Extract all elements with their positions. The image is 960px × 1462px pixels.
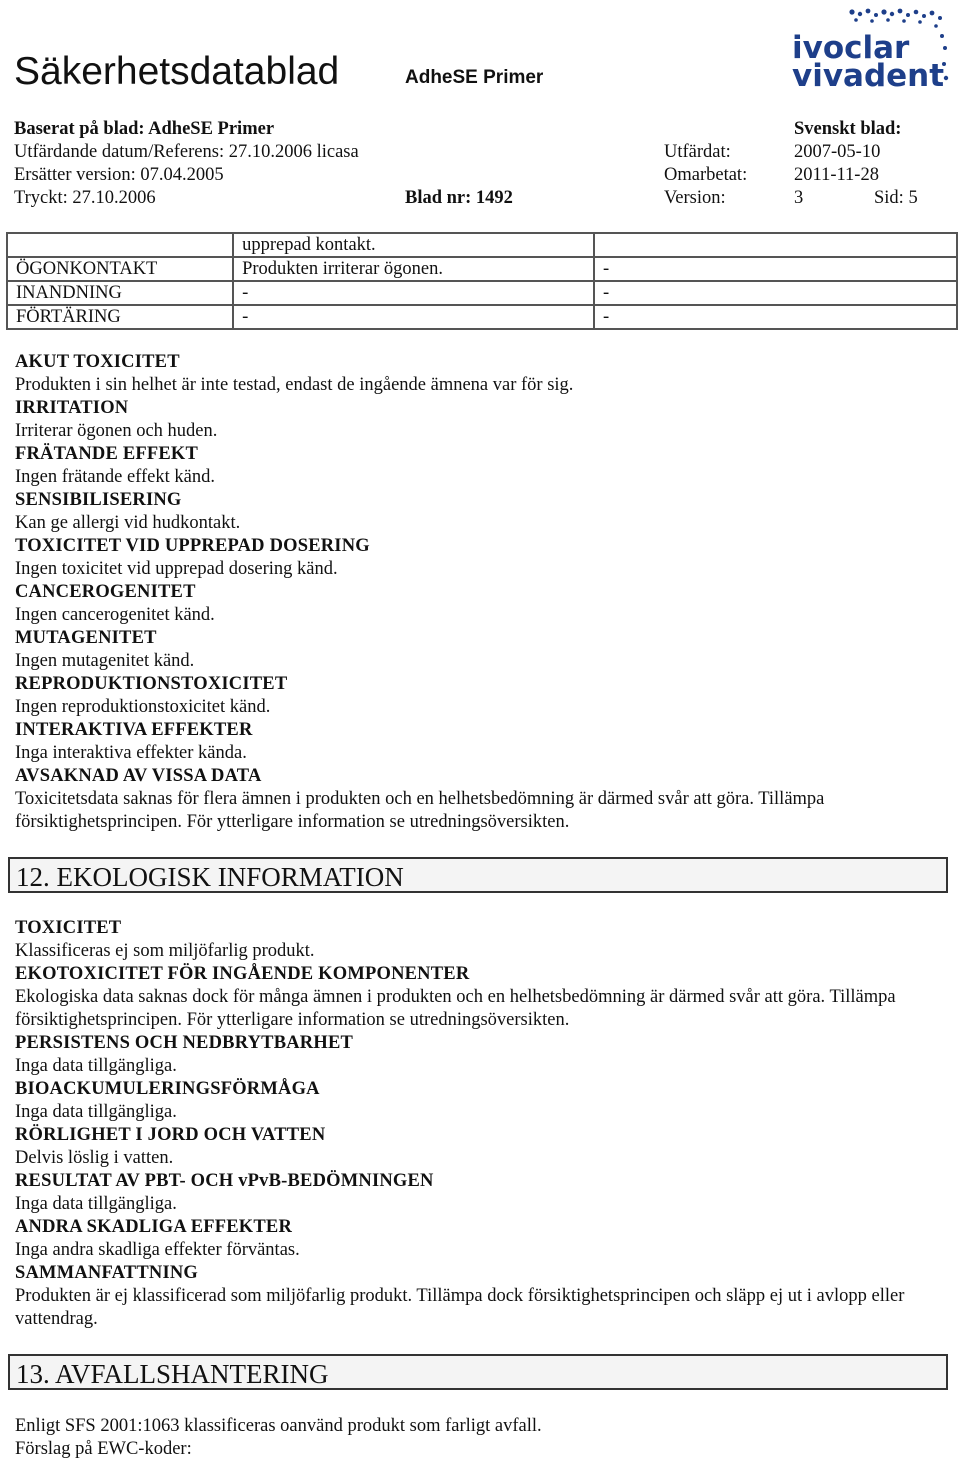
heading-sensitisation: SENSIBILISERING — [15, 490, 182, 510]
effect-cell: upprepad kontakt. — [233, 233, 594, 257]
heading-bioaccumulation: BIOACKUMULERINGSFÖRMÅGA — [15, 1079, 320, 1099]
printed-date: Tryckt: 27.10.2006 — [14, 188, 156, 208]
revised-value: 2011-11-28 — [794, 165, 879, 185]
version-value: 3 — [794, 188, 804, 208]
text-ecotoxicity: Ekologiska data saknas dock för många ämnen i produkten och en helhetsbedömning är därmed svår att göra. Tillämpa försiktighetsprincipen. För ytterligare information se utredningsöversikten. — [15, 987, 896, 1030]
text-carcinogenicity: Ingen cancerogenitet känd. — [15, 605, 215, 625]
product-name: AdheSE Primer — [405, 67, 544, 88]
extra-cell: - — [594, 257, 957, 281]
text-reproductive: Ingen reproduktionstoxicitet känd. — [15, 697, 271, 717]
text-toxicity: Klassificeras ej som miljöfarlig produkt. — [15, 941, 315, 961]
heading-mobility: RÖRLIGHET I JORD OCH VATTEN — [15, 1125, 326, 1145]
text-other-effects: Inga andra skadliga effekter förväntas. — [15, 1240, 300, 1260]
text-pbt: Inga data tillgängliga. — [15, 1194, 177, 1214]
text-persistence: Inga data tillgängliga. — [15, 1056, 177, 1076]
ivoclar-vivadent-logo — [792, 6, 952, 94]
route-cell: INANDNING — [7, 281, 233, 305]
text-missing-data: Toxicitetsdata saknas för flera ämnen i produkten och en helhetsbedömning är därmed svår att göra. Tillämpa försiktighetsprincipen. För ytterligare information se utredningsöversikten. — [15, 789, 825, 832]
heading-summary: SAMMANFATTNING — [15, 1263, 198, 1283]
table-row — [7, 257, 957, 281]
issue-reference: Utfärdande datum/Referens: 27.10.2006 licasa — [14, 142, 359, 162]
section-13-title: 13. AVFALLSHANTERING — [8, 1354, 948, 1390]
heading-persistence: PERSISTENS OCH NEDBRYTBARHET — [15, 1033, 354, 1053]
heading-reproductive: REPRODUKTIONSTOXICITET — [15, 674, 288, 694]
table-row — [7, 305, 957, 329]
extra-cell — [594, 233, 957, 257]
heading-ecotoxicity: EKOTOXICITET FÖR INGÅENDE KOMPONENTER — [15, 964, 470, 984]
text-sensitisation: Kan ge allergi vid hudkontakt. — [15, 513, 241, 533]
swedish-sheet-label: Svenskt blad: — [794, 119, 902, 139]
heading-interactive: INTERAKTIVA EFFEKTER — [15, 720, 253, 740]
revised-label: Omarbetat: — [664, 165, 748, 185]
route-cell — [7, 233, 233, 257]
heading-acute-toxicity: AKUT TOXICITET — [15, 352, 180, 372]
text-summary: Produkten är ej klassificerad som miljöfarlig produkt. Tillämpa dock försiktighetsprincipen och släpp ej ut i avlopp eller vattendrag. — [15, 1286, 905, 1329]
text-repeated-dose: Ingen toxicitet vid upprepad dosering känd. — [15, 559, 338, 579]
heading-mutagenicity: MUTAGENITET — [15, 628, 157, 648]
replaces-version: Ersätter version: 07.04.2005 — [14, 165, 224, 185]
heading-irritation: IRRITATION — [15, 398, 129, 418]
based-on: Baserat på blad: AdheSE Primer — [14, 119, 275, 139]
svg-text:ivoclar: ivoclar — [792, 30, 910, 66]
heading-corrosive: FRÄTANDE EFFEKT — [15, 444, 199, 464]
heading-toxicity: TOXICITET — [15, 918, 122, 938]
route-cell: ÖGONKONTAKT — [7, 257, 233, 281]
route-cell: FÖRTÄRING — [7, 305, 233, 329]
heading-other-effects: ANDRA SKADLIGA EFFEKTER — [15, 1217, 293, 1237]
waste-info — [15, 1415, 945, 1461]
effect-cell: - — [233, 281, 594, 305]
text-acute-toxicity: Produkten i sin helhet är inte testad, endast de ingående ämnena var för sig. — [15, 375, 574, 395]
ecological-info — [15, 917, 945, 1331]
heading-carcinogenicity: CANCEROGENITET — [15, 582, 196, 602]
version-label: Version: — [664, 188, 726, 208]
text-corrosive: Ingen frätande effekt känd. — [15, 467, 215, 487]
toxicology-info — [15, 351, 945, 834]
table-row — [7, 281, 957, 305]
text-mobility: Delvis löslig i vatten. — [15, 1148, 174, 1168]
issued-value: 2007-05-10 — [794, 142, 881, 162]
exposure-table — [6, 232, 958, 330]
text-mutagenicity: Ingen mutagenitet känd. — [15, 651, 195, 671]
document-title: Säkerhetsdatablad — [14, 50, 340, 93]
text-interactive: Inga interaktiva effekter kända. — [15, 743, 247, 763]
heading-repeated-dose: TOXICITET VID UPPREPAD DOSERING — [15, 536, 370, 556]
effect-cell: - — [233, 305, 594, 329]
issued-label: Utfärdat: — [664, 142, 731, 162]
text-waste-classification: Enligt SFS 2001:1063 klassificeras oanvänd produkt som farligt avfall. — [15, 1416, 542, 1436]
extra-cell: - — [594, 281, 957, 305]
heading-pbt: RESULTAT AV PBT- OCH vPvB-BEDÖMNINGEN — [15, 1171, 434, 1191]
extra-cell: - — [594, 305, 957, 329]
text-ewc-codes: Förslag på EWC-koder: — [15, 1439, 192, 1459]
svg-text:vivadent: vivadent — [792, 58, 945, 94]
table-row — [7, 233, 957, 257]
sheet-number: Blad nr: 1492 — [405, 188, 513, 208]
text-irritation: Irriterar ögonen och huden. — [15, 421, 218, 441]
heading-missing-data: AVSAKNAD AV VISSA DATA — [15, 766, 262, 786]
section-12-title: 12. EKOLOGISK INFORMATION — [8, 857, 948, 893]
page-number: Sid: 5 — [874, 188, 918, 208]
text-bioaccumulation: Inga data tillgängliga. — [15, 1102, 177, 1122]
effect-cell: Produkten irriterar ögonen. — [233, 257, 594, 281]
